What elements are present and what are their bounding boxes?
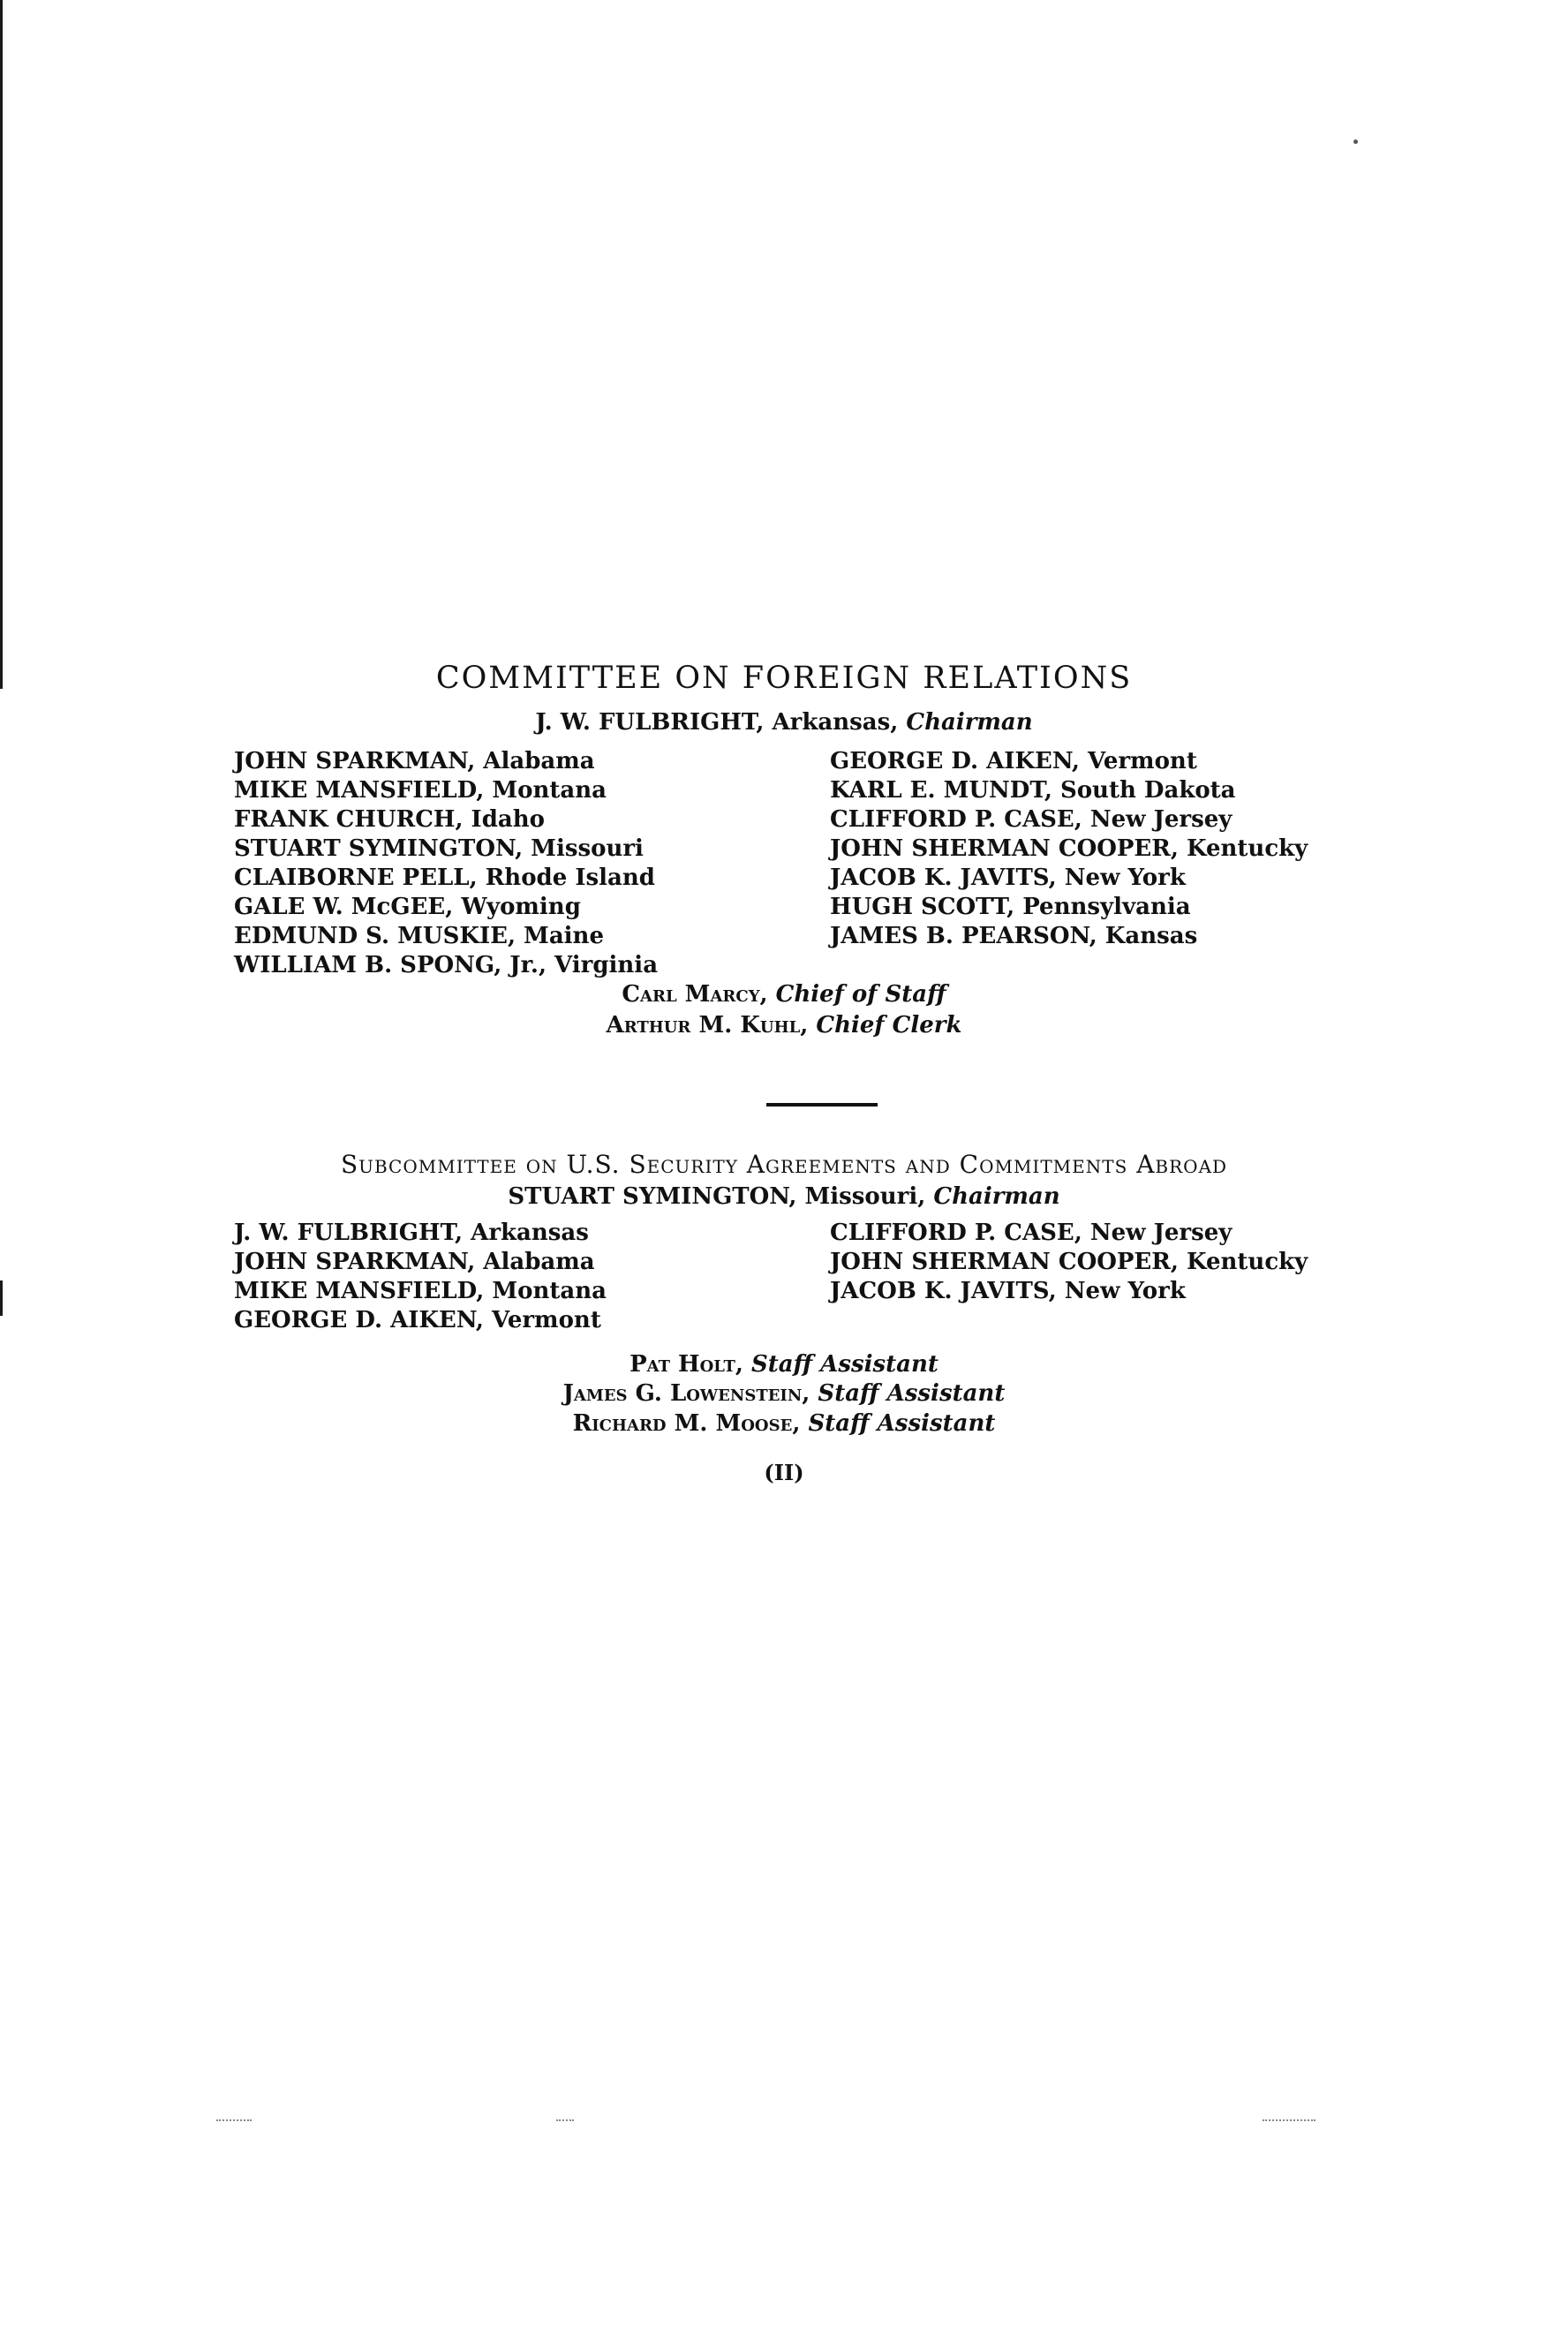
committee-member: KARL E. MUNDT, South Dakota [830, 777, 1236, 804]
staff-name: Carl Marcy, [622, 981, 768, 1008]
committee-member: GEORGE D. AIKEN, Vermont [830, 748, 1197, 774]
subcommittee-staff-line [0, 1409, 1568, 1439]
scan-edge-mark [0, 1280, 3, 1316]
staff-title: Staff Assistant [808, 1410, 996, 1437]
subcommittee-minority-members [830, 1219, 1308, 1306]
subcommittee-member: J. W. FULBRIGHT, Arkansas [234, 1220, 589, 1246]
committee-chairman-role: Chairman [906, 709, 1033, 736]
staff-name: Pat Holt, [629, 1351, 743, 1378]
committee-member: WILLIAM B. SPONG, Jr., Virginia [234, 952, 659, 978]
subcommittee-member: JACOB K. JAVITS, New York [830, 1278, 1186, 1304]
staff-name: Richard M. Moose, [572, 1410, 801, 1437]
committee-member: STUART SYMINGTON, Missouri [234, 835, 644, 862]
committee-staff-line [0, 980, 1568, 1009]
section-divider [766, 1103, 878, 1107]
committee-member: MIKE MANSFIELD, Montana [234, 777, 607, 804]
staff-name: Arthur M. Kuhl, [606, 1012, 809, 1039]
committee-minority-members [830, 747, 1308, 951]
scan-noise [556, 2119, 574, 2123]
subcommittee-member: MIKE MANSFIELD, Montana [234, 1278, 607, 1304]
committee-majority-members [234, 747, 658, 980]
committee-member: EDMUND S. MUSKIE, Maine [234, 923, 604, 949]
subcommittee-majority-members [234, 1219, 607, 1335]
scan-speck [1353, 140, 1358, 144]
staff-title: Staff Assistant [818, 1380, 1006, 1407]
subcommittee-member: JOHN SPARKMAN, Alabama [234, 1249, 595, 1275]
committee-member: JACOB K. JAVITS, New York [830, 865, 1186, 891]
committee-member: FRANK CHURCH, Idaho [234, 806, 545, 833]
staff-title: Chief of Staff [775, 981, 946, 1008]
subcommittee-member: CLIFFORD P. CASE, New Jersey [830, 1220, 1233, 1246]
subcommittee-chairman-name: STUART SYMINGTON, Missouri, [508, 1183, 926, 1210]
scan-noise [216, 2119, 252, 2123]
committee-chairman-name: J. W. FULBRIGHT, Arkansas, [535, 709, 899, 736]
subcommittee-staff-line [0, 1379, 1568, 1409]
committee-title: COMMITTEE ON FOREIGN RELATIONS [435, 661, 1133, 696]
scan-edge-mark [0, 0, 3, 689]
subcommittee-title: Subcommittee on U.S. Security Agreements and Commitments Abroad [340, 1150, 1228, 1179]
committee-chairman [0, 709, 1568, 736]
committee-member: HUGH SCOTT, Pennsylvania [830, 894, 1191, 920]
subcommittee-member: GEORGE D. AIKEN, Vermont [234, 1307, 601, 1333]
committee-member: JOHN SHERMAN COOPER, Kentucky [830, 835, 1308, 862]
committee-member: JOHN SPARKMAN, Alabama [234, 748, 595, 774]
committee-member: JAMES B. PEARSON, Kansas [830, 923, 1198, 949]
staff-title: Chief Clerk [816, 1012, 962, 1039]
page-number: (II) [764, 1460, 804, 1485]
committee-member: GALE W. McGEE, Wyoming [234, 894, 581, 920]
scan-noise [1263, 2119, 1315, 2123]
staff-name: James G. Lowenstein, [562, 1380, 810, 1407]
staff-title: Staff Assistant [750, 1351, 939, 1378]
subcommittee-staff-line [0, 1350, 1568, 1379]
committee-member: CLIFFORD P. CASE, New Jersey [830, 806, 1233, 833]
subcommittee-chairman-role: Chairman [933, 1183, 1060, 1210]
subcommittee-member: JOHN SHERMAN COOPER, Kentucky [830, 1249, 1308, 1275]
committee-staff-line [0, 1011, 1568, 1040]
subcommittee-chairman [0, 1183, 1568, 1210]
committee-member: CLAIBORNE PELL, Rhode Island [234, 865, 655, 891]
